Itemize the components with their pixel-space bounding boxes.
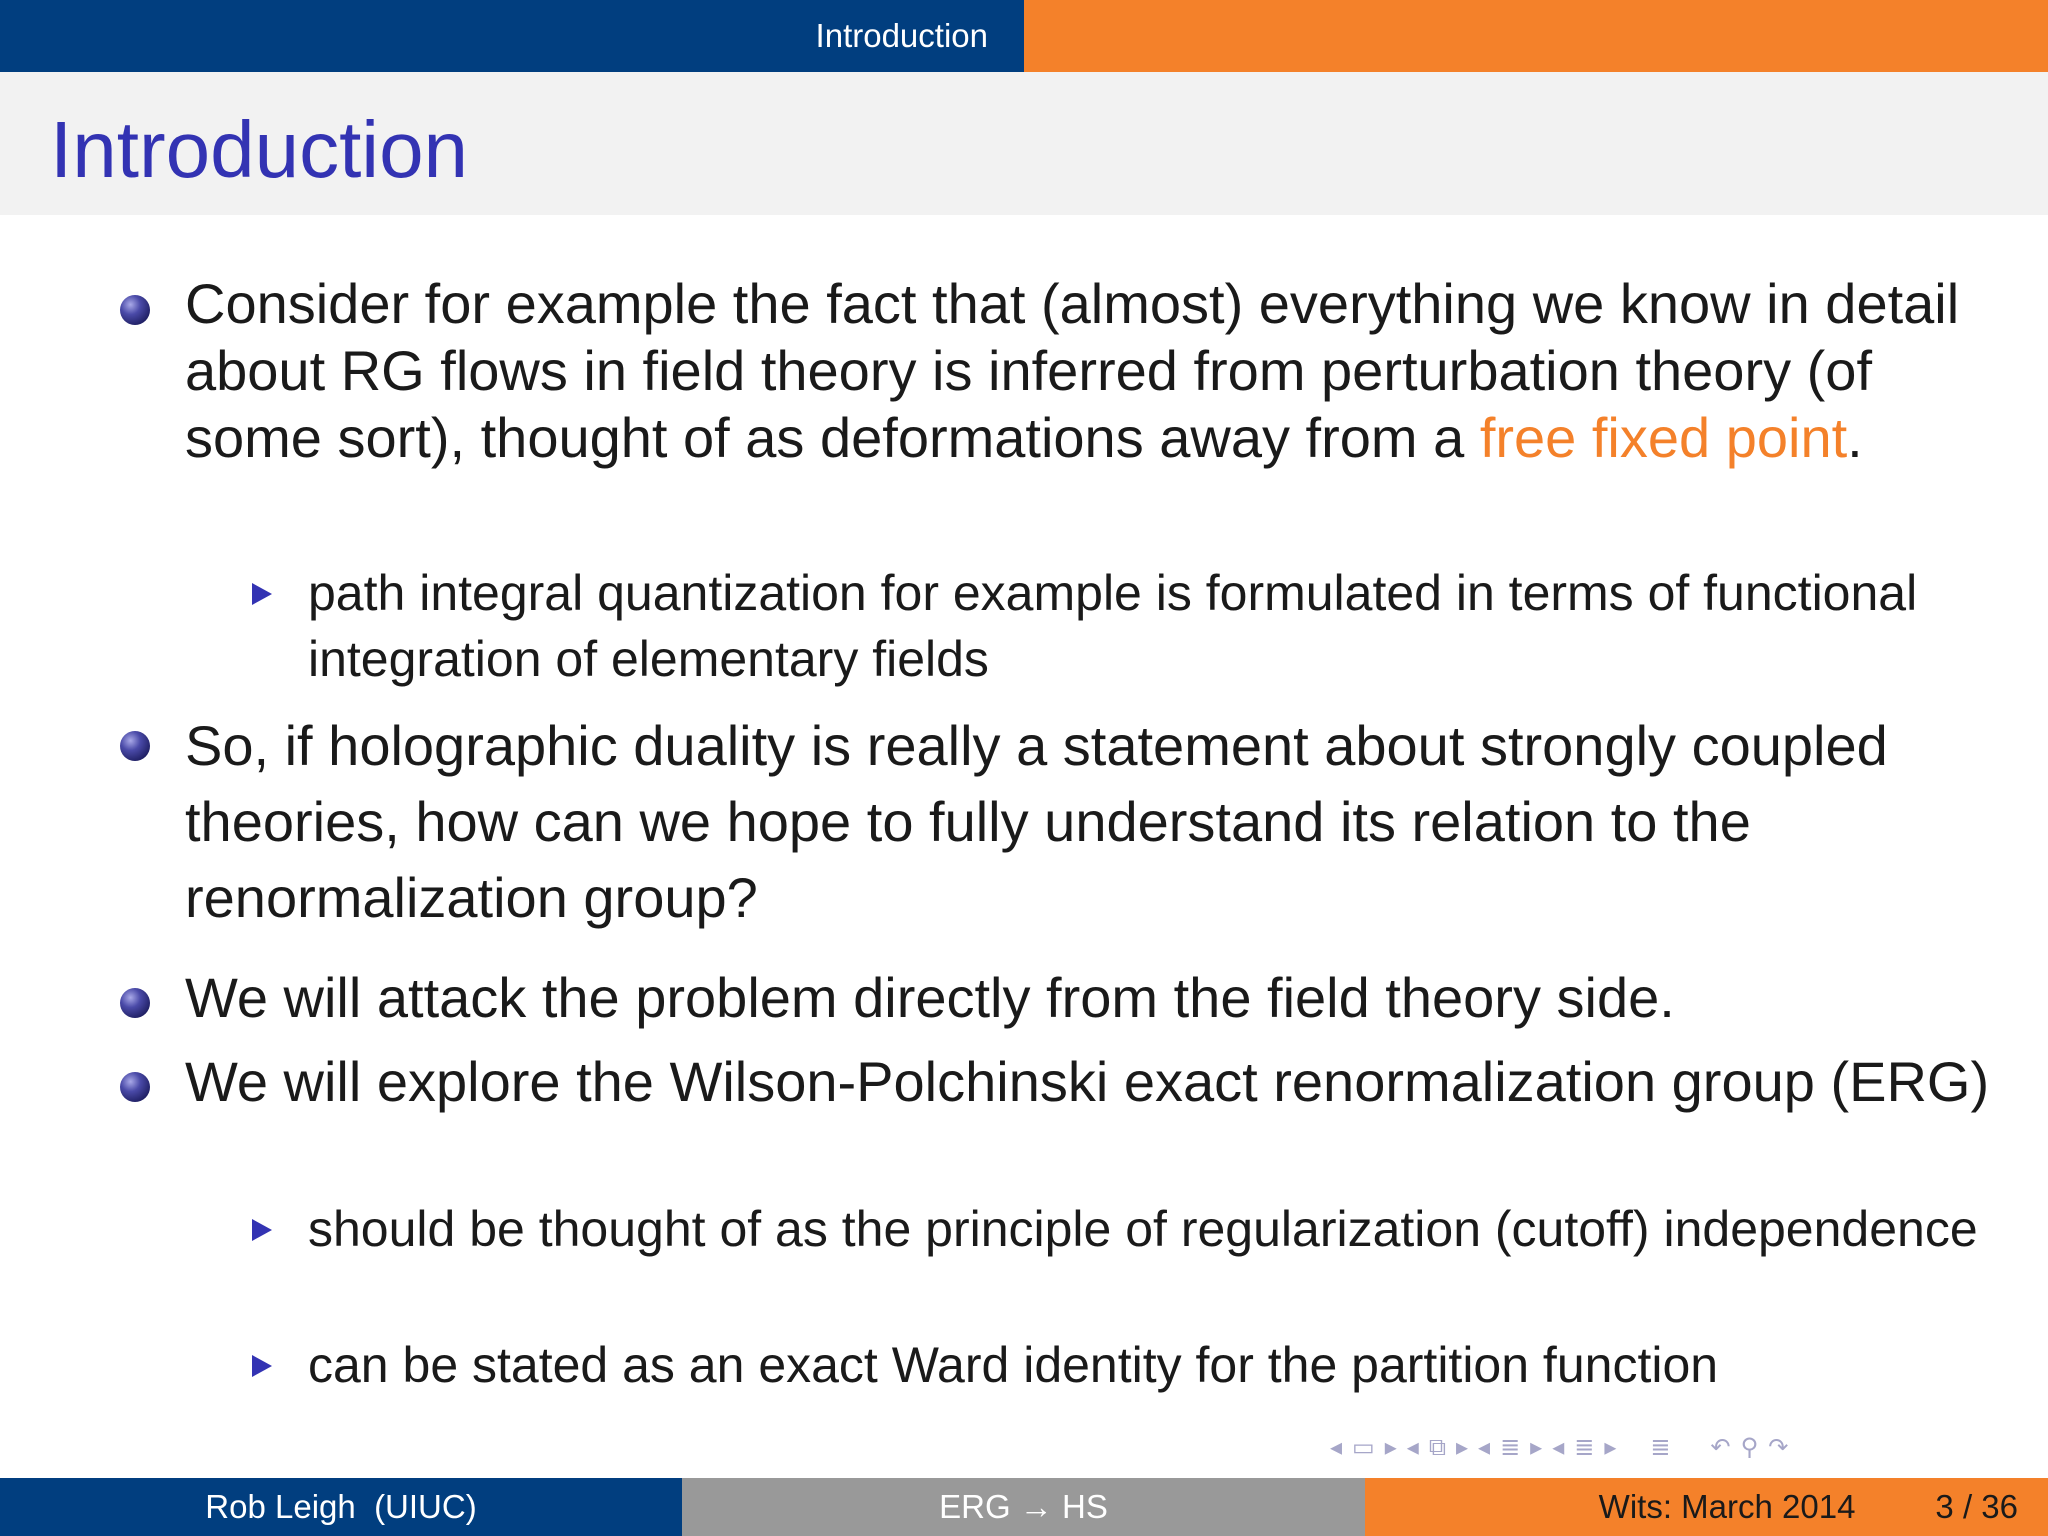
bullet-text-end: . [1847, 406, 1863, 469]
sub-item-text: should be thought of as the principle of regularization (cutoff) independence [308, 1201, 1978, 1257]
frame-icon[interactable]: ▭ [1352, 1433, 1375, 1461]
nav-prev-arrow-icon[interactable]: ◂ [1330, 1433, 1343, 1461]
triangle-bullet-icon [252, 1355, 272, 1377]
section-title-link[interactable]: Introduction [815, 17, 988, 54]
navigation-symbols [1330, 1432, 1788, 1462]
footer-author [0, 1478, 682, 1536]
nav-next-arrow-icon[interactable]: ▸ [1530, 1433, 1543, 1461]
bullet-text-main: Consider for example the fact that (almost) everything we know in detail about RG flows in field theory is inferred from perturbation theory (of some sort), thought of as deformations away from a [185, 272, 1960, 469]
top-navigation-bar [0, 0, 2048, 72]
bullet-text: So, if holographic duality is really a statement about strongly coupled theories, how can we hope to fully understand its relation to the renormalization group? [185, 714, 1888, 929]
nav-prev-arrow-icon[interactable]: ◂ [1552, 1433, 1565, 1461]
ball-bullet-icon [120, 988, 150, 1018]
bullet-text [185, 270, 2005, 471]
nav-next-arrow-icon[interactable]: ▸ [1455, 1433, 1469, 1461]
bullet-text: We will attack the problem directly from the field theory side. [185, 966, 1675, 1029]
nav-next-arrow-icon[interactable]: ▸ [1384, 1433, 1397, 1461]
nav-prev-arrow-icon[interactable]: ◂ [1478, 1433, 1491, 1461]
sub-item-text: can be stated as an exact Ward identity for the partition function [308, 1337, 1719, 1393]
highlighted-term: free fixed point [1479, 406, 1848, 469]
page-number: 3 / 36 [1935, 1488, 2018, 1525]
footer-title [682, 1478, 1365, 1536]
frame-title-band [0, 72, 2048, 215]
ball-bullet-icon [120, 731, 150, 761]
document-icon[interactable]: ≣ [1574, 1433, 1595, 1461]
toc-icon[interactable]: ≣ [1650, 1433, 1671, 1461]
bullet-text: We will explore the Wilson-Polchinski exact renormalization group (ERG) [185, 1050, 1990, 1113]
author-name: Rob Leigh (UIUC) [205, 1488, 477, 1525]
forward-icon[interactable]: ↷ [1768, 1433, 1789, 1461]
back-icon[interactable]: ↶ [1710, 1433, 1731, 1461]
triangle-bullet-icon [252, 583, 272, 605]
ball-bullet-icon [120, 1072, 150, 1102]
subsection-icon[interactable]: ⧉ [1428, 1433, 1446, 1461]
footer-date: Wits: March 2014 [1598, 1488, 1856, 1525]
footer-date-page [1365, 1478, 2048, 1536]
sub-item-text: path integral quantization for example is formulated in terms of functional integration of elementary fields [308, 565, 1918, 687]
section-icon[interactable]: ≣ [1500, 1433, 1521, 1461]
top-bar-accent [1024, 0, 2048, 72]
nav-prev-arrow-icon[interactable]: ◂ [1406, 1433, 1419, 1461]
short-title: ERG → HS [939, 1488, 1108, 1525]
frame-title: Introduction [50, 105, 469, 194]
triangle-bullet-icon [252, 1219, 272, 1241]
ball-bullet-icon [120, 295, 150, 325]
search-icon[interactable]: ⚲ [1740, 1433, 1759, 1461]
nav-next-arrow-icon[interactable]: ▸ [1604, 1433, 1617, 1461]
section-nav-link[interactable] [0, 0, 1024, 72]
footer-bar [0, 1478, 2048, 1536]
